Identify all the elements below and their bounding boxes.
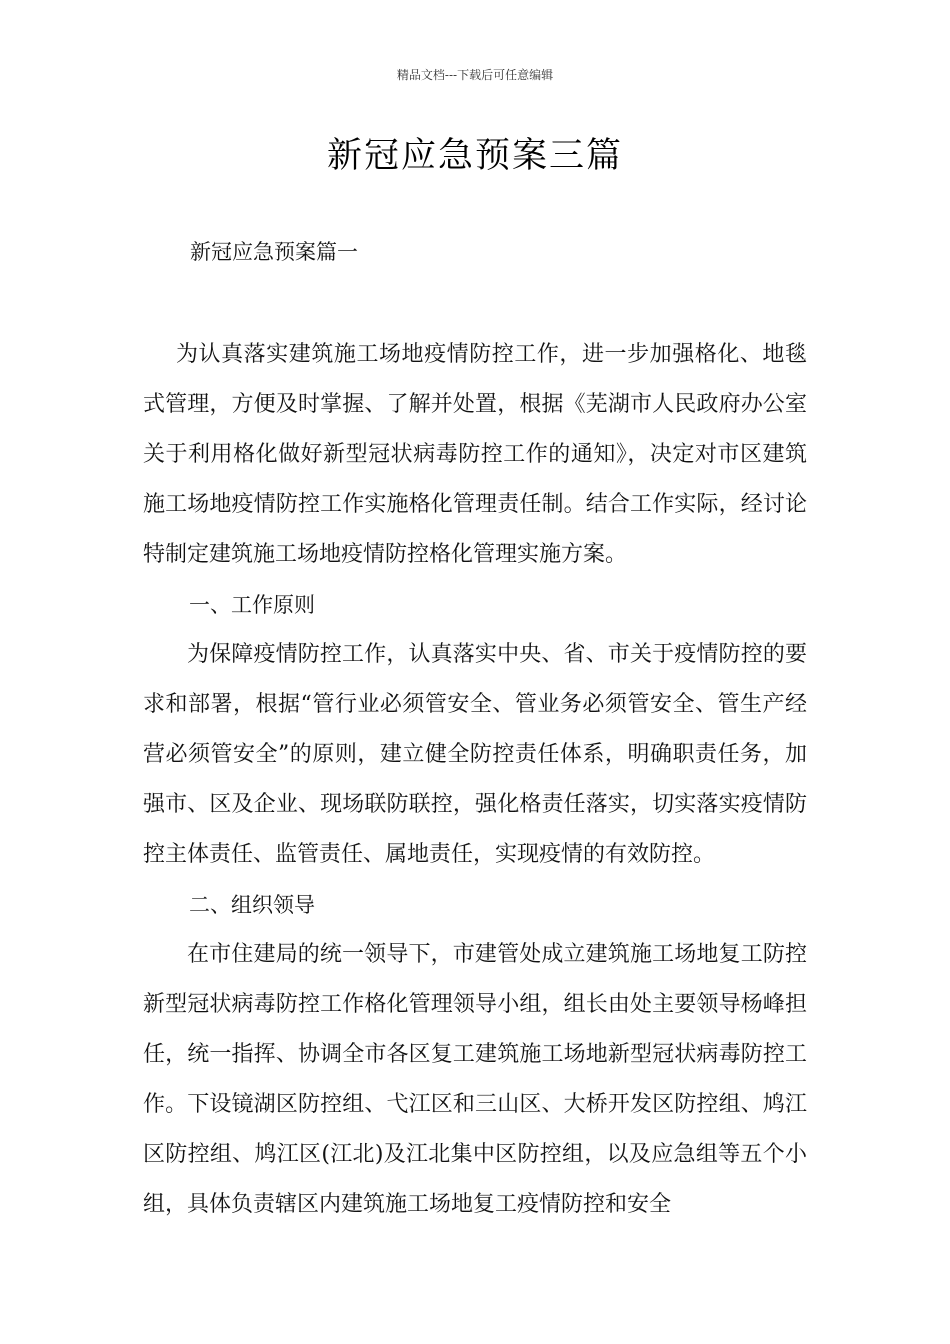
heading-work-principles: 一、工作原则 bbox=[189, 593, 315, 617]
document-body bbox=[143, 330, 807, 1230]
heading-organization: 二、组织领导 bbox=[189, 893, 315, 917]
principles-paragraph: 为保障疫情防控工作，认真落实中央、省、市关于疫情防控的要求和部署，根据“管行业必须管安全、管业务必须管安全、管生产经营必须管安全”的原则，建立健全防控责任体系，明确职责任务，加强市、区及企业、现场联防联控，强化格责任落实，切实落实疫情防控主体责任、监管责任、属地责任，实现疫情的有效防控。 bbox=[143, 642, 807, 867]
intro-paragraph: 为认真落实建筑施工场地疫情防控工作，进一步加强格化、地毯式管理，方便及时掌握、了解并处置，根据《芜湖市人民政府办公室关于利用格化做好新型冠状病毒防控工作的通知》，决定对市区建筑施工场地疫情防控工作实施格化管理责任制。结合工作实际，经讨论特制定建筑施工场地疫情防控格化管理实施方案。 bbox=[143, 342, 807, 567]
document-title: 新冠应急预案三篇 bbox=[326, 136, 623, 176]
header-note: 精品文档---下载后可任意编辑 bbox=[396, 68, 554, 82]
organization-paragraph: 在市住建局的统一领导下，市建管处成立建筑施工场地复工防控新型冠状病毒防控工作格化管理领导小组，组长由处主要领导杨峰担任，统一指挥、协调全市各区复工建筑施工场地新型冠状病毒防控工作。下设镜湖区防控组、弋江区和三山区、大桥开发区防控组、鸠江区防控组、鸠江区(江北)及江北集中区防控组，以及应急组等五个小组，具体负责辖区内建筑施工场地复工疫情防控和安全 bbox=[143, 942, 807, 1217]
section-title: 新冠应急预案篇一 bbox=[190, 240, 358, 264]
